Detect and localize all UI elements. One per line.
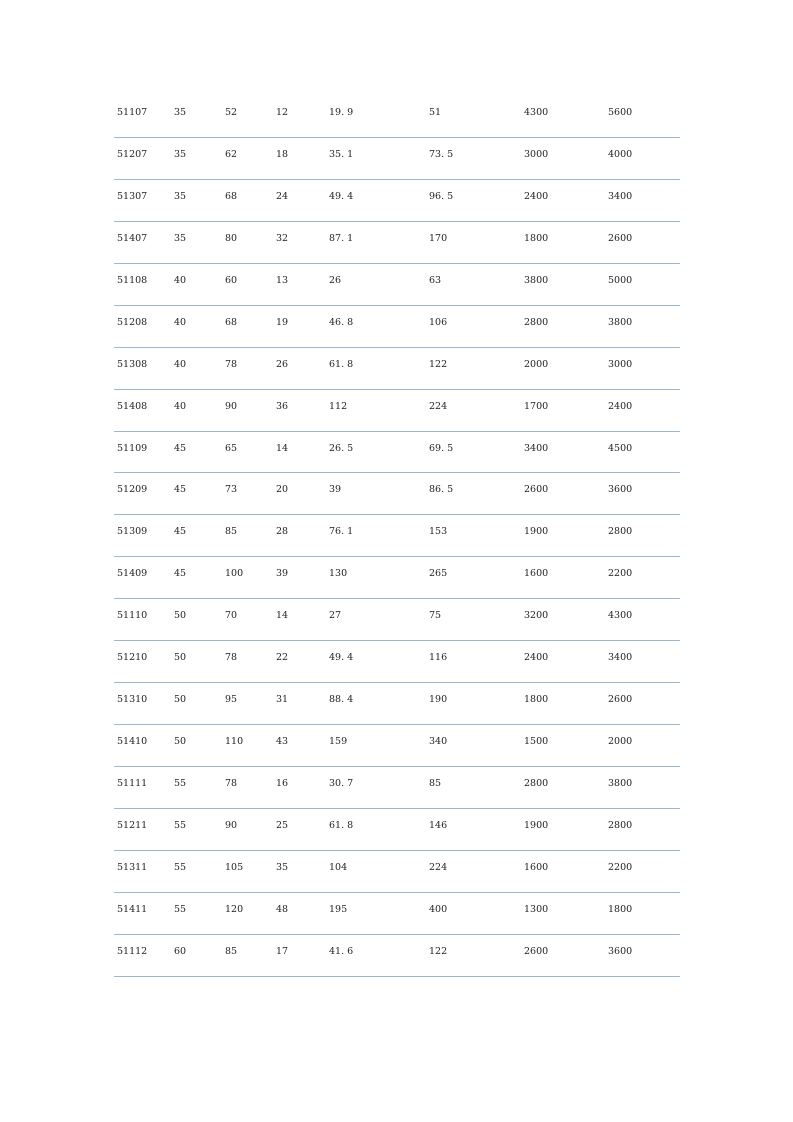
table-cell: 68 — [225, 316, 238, 328]
table-cell: 3400 — [524, 442, 549, 454]
table-cell: 3800 — [608, 316, 633, 328]
table-cell: 51310 — [117, 694, 148, 706]
table-cell: 69. 5 — [429, 442, 454, 454]
table-cell: 35 — [174, 107, 187, 118]
table-cell: 31 — [276, 694, 289, 706]
table-cell: 26 — [276, 358, 289, 370]
table-cell: 40 — [174, 358, 187, 370]
table-cell: 95 — [225, 694, 238, 706]
table-row — [114, 473, 680, 515]
table-cell: 51207 — [117, 148, 148, 160]
table-cell: 2600 — [524, 484, 549, 496]
table-cell: 116 — [429, 652, 448, 664]
table-cell: 1800 — [608, 903, 633, 915]
table-cell: 85 — [429, 778, 442, 789]
table-cell: 340 — [429, 736, 448, 748]
table-cell: 122 — [429, 945, 448, 957]
table-cell: 40 — [174, 274, 187, 286]
table-row — [114, 432, 680, 474]
table-cell: 51407 — [117, 232, 148, 244]
table-cell: 4000 — [608, 148, 633, 160]
table-cell: 106 — [429, 316, 448, 328]
table-cell: 51209 — [117, 484, 148, 496]
table-cell: 30. 7 — [329, 778, 354, 789]
table-cell: 19 — [276, 316, 289, 328]
table-cell: 52 — [225, 107, 238, 118]
table-row — [114, 893, 680, 935]
table-cell: 159 — [329, 736, 348, 748]
table-cell: 2800 — [524, 778, 549, 789]
table-cell: 190 — [429, 694, 448, 706]
table-cell: 122 — [429, 358, 448, 370]
table-cell: 86. 5 — [429, 484, 454, 496]
table-cell: 12 — [276, 107, 289, 118]
table-row — [114, 222, 680, 264]
table-cell: 24 — [276, 190, 289, 202]
table-cell: 51110 — [117, 610, 148, 622]
table-cell: 1900 — [524, 819, 549, 831]
table-cell: 48 — [276, 903, 289, 915]
table-row — [114, 725, 680, 767]
table-cell: 4500 — [608, 442, 633, 454]
table-cell: 18 — [276, 148, 289, 160]
table-cell: 35 — [174, 148, 187, 160]
table-cell: 153 — [429, 526, 448, 538]
table-cell: 39 — [329, 484, 342, 496]
table-cell: 51411 — [117, 903, 148, 915]
table-cell: 35 — [174, 232, 187, 244]
table-cell: 1800 — [524, 232, 549, 244]
table-cell: 2600 — [608, 232, 633, 244]
table-cell: 61. 8 — [329, 358, 354, 370]
table-cell: 87. 1 — [329, 232, 354, 244]
table-cell: 78 — [225, 652, 238, 664]
table-cell: 73 — [225, 484, 238, 496]
table-cell: 19. 9 — [329, 107, 354, 118]
table-cell: 2800 — [608, 819, 633, 831]
table-cell: 4300 — [524, 107, 549, 118]
table-cell: 110 — [225, 736, 244, 748]
table-cell: 35. 1 — [329, 148, 354, 160]
table-cell: 73. 5 — [429, 148, 454, 160]
table-row — [114, 264, 680, 306]
table-row — [114, 515, 680, 557]
table-cell: 14 — [276, 442, 289, 454]
table-cell: 60 — [225, 274, 238, 286]
table-cell: 26 — [329, 274, 342, 286]
table-cell: 55 — [174, 819, 187, 831]
table-cell: 2600 — [524, 945, 549, 957]
table-row — [114, 180, 680, 222]
table-cell: 27 — [329, 610, 342, 622]
table-cell: 51111 — [117, 778, 148, 789]
table-cell: 2600 — [608, 694, 633, 706]
table-cell: 28 — [276, 526, 289, 538]
table-cell: 14 — [276, 610, 289, 622]
table-cell: 75 — [429, 610, 442, 622]
table-cell: 3800 — [524, 274, 549, 286]
table-cell: 51108 — [117, 274, 148, 286]
table-cell: 224 — [429, 400, 448, 412]
table-cell: 2000 — [524, 358, 549, 370]
table-cell: 1800 — [524, 694, 549, 706]
table-cell: 51211 — [117, 819, 148, 831]
table-cell: 3000 — [608, 358, 633, 370]
table-cell: 40 — [174, 316, 187, 328]
table-cell: 35 — [174, 190, 187, 202]
table-cell: 26. 5 — [329, 442, 354, 454]
table-cell: 2000 — [608, 736, 633, 748]
table-cell: 51208 — [117, 316, 148, 328]
table-cell: 51309 — [117, 526, 148, 538]
table-cell: 41. 6 — [329, 945, 354, 957]
table-cell: 224 — [429, 861, 448, 873]
table-row — [114, 935, 680, 977]
table-cell: 65 — [225, 442, 238, 454]
table-cell: 78 — [225, 358, 238, 370]
table-cell: 105 — [225, 861, 244, 873]
table-cell: 22 — [276, 652, 289, 664]
table-cell: 1500 — [524, 736, 549, 748]
table-cell: 51408 — [117, 400, 148, 412]
table-cell: 195 — [329, 903, 348, 915]
table-cell: 35 — [276, 861, 289, 873]
table-cell: 88. 4 — [329, 694, 354, 706]
table-cell: 265 — [429, 568, 448, 580]
table-cell: 55 — [174, 861, 187, 873]
table-cell: 76. 1 — [329, 526, 354, 538]
table-cell: 3800 — [608, 778, 633, 789]
table-cell: 68 — [225, 190, 238, 202]
table-cell: 80 — [225, 232, 238, 244]
table-cell: 39 — [276, 568, 289, 580]
table-cell: 51409 — [117, 568, 148, 580]
table-cell: 51107 — [117, 107, 148, 118]
table-cell: 90 — [225, 400, 238, 412]
table-cell: 50 — [174, 610, 187, 622]
table-row — [114, 683, 680, 725]
table-cell: 5000 — [608, 274, 633, 286]
table-cell: 1700 — [524, 400, 549, 412]
table-cell: 51109 — [117, 442, 148, 454]
table-cell: 2200 — [608, 861, 633, 873]
table-cell: 50 — [174, 694, 187, 706]
table-cell: 46. 8 — [329, 316, 354, 328]
table-row — [114, 306, 680, 348]
table-cell: 85 — [225, 945, 238, 957]
table-row — [114, 138, 680, 180]
table-cell: 400 — [429, 903, 448, 915]
table-row — [114, 348, 680, 390]
table-cell: 3000 — [524, 148, 549, 160]
table-cell: 1900 — [524, 526, 549, 538]
table-cell: 3600 — [608, 484, 633, 496]
table-cell: 2800 — [608, 526, 633, 538]
table-cell: 2400 — [524, 190, 549, 202]
table-cell: 2400 — [524, 652, 549, 664]
table-cell: 2400 — [608, 400, 633, 412]
table-cell: 51311 — [117, 861, 148, 873]
table-cell: 55 — [174, 778, 187, 789]
table-cell: 120 — [225, 903, 244, 915]
table-cell: 2800 — [524, 316, 549, 328]
table-row — [114, 557, 680, 599]
table-cell: 50 — [174, 736, 187, 748]
table-cell: 63 — [429, 274, 442, 286]
table-cell: 78 — [225, 778, 238, 789]
table-cell: 16 — [276, 778, 289, 789]
table-cell: 45 — [174, 484, 187, 496]
table-cell: 62 — [225, 148, 238, 160]
table-cell: 45 — [174, 526, 187, 538]
table-cell: 43 — [276, 736, 289, 748]
table-cell: 40 — [174, 400, 187, 412]
table-cell: 2200 — [608, 568, 633, 580]
table-cell: 3400 — [608, 652, 633, 664]
table-cell: 1600 — [524, 568, 549, 580]
table-row — [114, 599, 680, 641]
table-cell: 146 — [429, 819, 448, 831]
table-cell: 45 — [174, 442, 187, 454]
table-row — [114, 851, 680, 893]
table-cell: 85 — [225, 526, 238, 538]
table-cell: 130 — [329, 568, 348, 580]
table-cell: 60 — [174, 945, 187, 957]
table-cell: 17 — [276, 945, 289, 957]
table-cell: 25 — [276, 819, 289, 831]
table-row — [114, 767, 680, 809]
table-row — [114, 390, 680, 432]
table-cell: 49. 4 — [329, 652, 354, 664]
bearing-spec-table — [114, 96, 680, 977]
table-cell: 70 — [225, 610, 238, 622]
table-row — [114, 96, 680, 138]
table-cell: 51 — [429, 107, 442, 118]
table-cell: 96. 5 — [429, 190, 454, 202]
table-cell: 3600 — [608, 945, 633, 957]
table-cell: 51308 — [117, 358, 148, 370]
table-cell: 45 — [174, 568, 187, 580]
table-cell: 51112 — [117, 945, 148, 957]
table-cell: 104 — [329, 861, 348, 873]
table-cell: 5600 — [608, 107, 633, 118]
table-cell: 51210 — [117, 652, 148, 664]
table-cell: 50 — [174, 652, 187, 664]
table-cell: 170 — [429, 232, 448, 244]
table-cell: 36 — [276, 400, 289, 412]
table-cell: 3200 — [524, 610, 549, 622]
table-cell: 100 — [225, 568, 244, 580]
table-cell: 51307 — [117, 190, 148, 202]
table-cell: 3400 — [608, 190, 633, 202]
table-cell: 61. 8 — [329, 819, 354, 831]
table-cell: 20 — [276, 484, 289, 496]
table-cell: 55 — [174, 903, 187, 915]
table-cell: 1600 — [524, 861, 549, 873]
table-row — [114, 641, 680, 683]
table-cell: 13 — [276, 274, 289, 286]
table-cell: 4300 — [608, 610, 633, 622]
table-cell: 49. 4 — [329, 190, 354, 202]
table-cell: 112 — [329, 400, 348, 412]
table-cell: 90 — [225, 819, 238, 831]
table-cell: 51410 — [117, 736, 148, 748]
table-row — [114, 809, 680, 851]
table-cell: 32 — [276, 232, 289, 244]
table-cell: 1300 — [524, 903, 549, 915]
